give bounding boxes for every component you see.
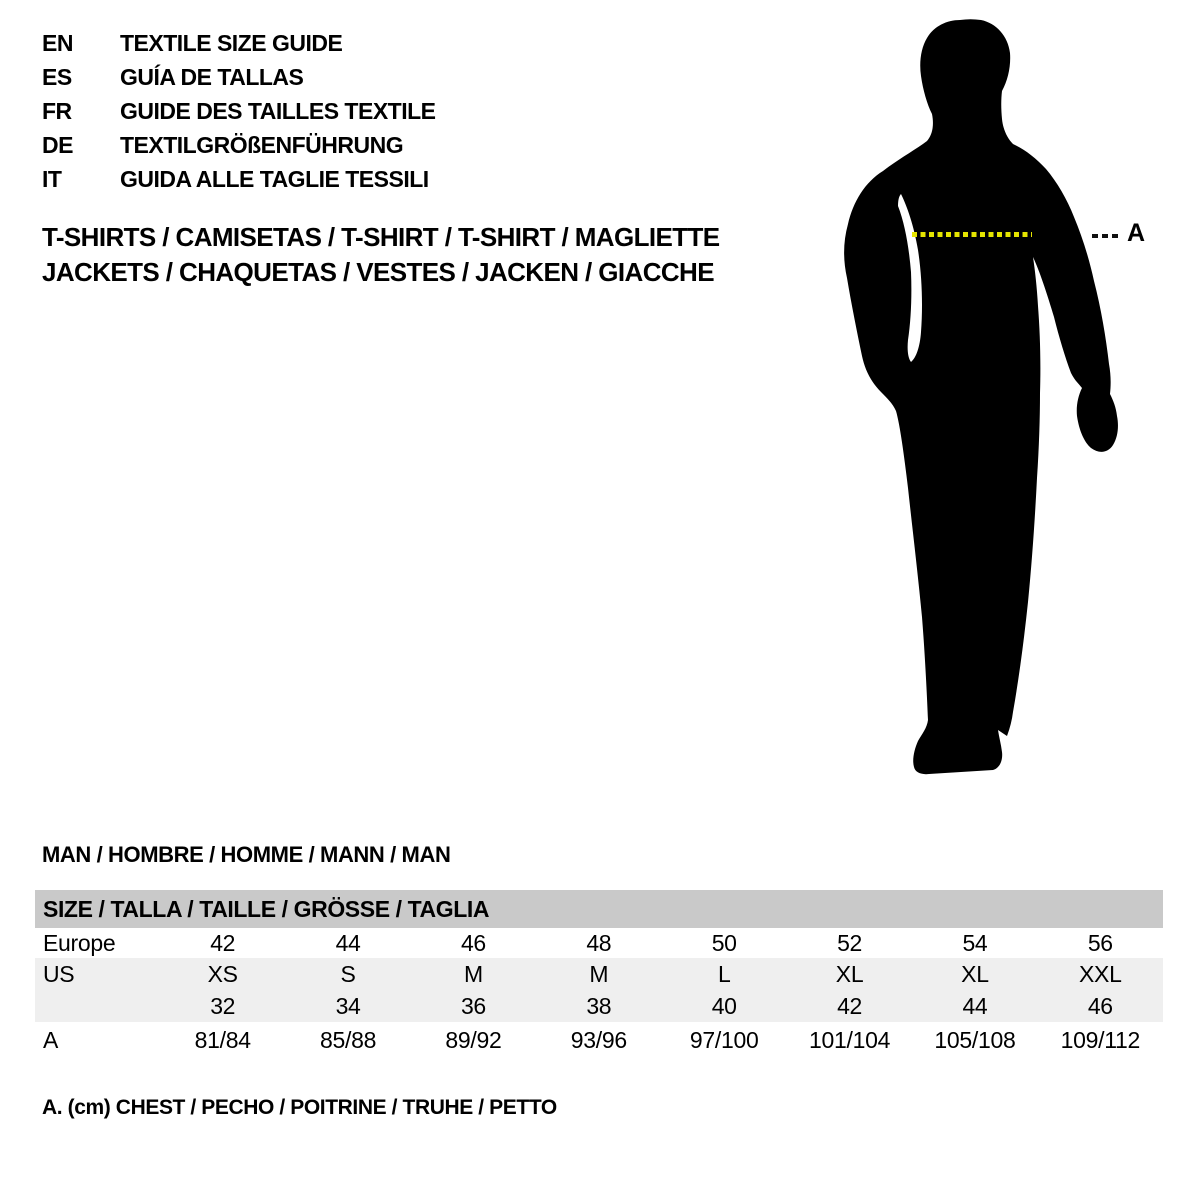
chest-measure-dotted-line bbox=[912, 232, 1032, 237]
size-cell: XXL bbox=[1079, 960, 1122, 987]
section-title-man: MAN / HOMBRE / HOMME / MANN / MAN bbox=[42, 842, 451, 867]
language-row-it bbox=[42, 162, 436, 196]
measurement-figure bbox=[835, 10, 1180, 795]
language-code: ES bbox=[42, 63, 72, 90]
size-cell: XL bbox=[835, 960, 864, 987]
size-cell: 101/104 bbox=[809, 1026, 891, 1053]
size-cell: M bbox=[589, 960, 609, 987]
size-cell: XS bbox=[207, 960, 238, 987]
size-cell: 32 bbox=[210, 992, 236, 1019]
man-silhouette bbox=[835, 10, 1135, 790]
category-line-tshirts: T-SHIRTS / CAMISETAS / T-SHIRT / T-SHIRT / MAGLIETTE bbox=[42, 222, 720, 252]
language-row-fr bbox=[42, 94, 436, 128]
measure-label-a: A bbox=[1127, 219, 1146, 247]
size-cell: 52 bbox=[837, 929, 863, 956]
size-table-header: SIZE / TALLA / TAILLE / GRÖSSE / TAGLIA bbox=[35, 890, 1163, 928]
size-cell: 46 bbox=[1087, 992, 1113, 1019]
measure-callout-dashes bbox=[1092, 234, 1120, 238]
row-label: US bbox=[43, 960, 75, 987]
language-row-de bbox=[42, 128, 436, 162]
language-title: GUIDE DES TAILLES TEXTILE bbox=[120, 97, 436, 124]
language-code: IT bbox=[42, 165, 62, 192]
size-cell: 109/112 bbox=[1060, 1026, 1140, 1053]
size-cell: 44 bbox=[335, 929, 361, 956]
garment-categories bbox=[42, 220, 720, 290]
size-cell: 93/96 bbox=[570, 1026, 627, 1053]
size-cell: 40 bbox=[711, 992, 737, 1019]
size-row-chest bbox=[35, 1022, 1163, 1058]
size-cell: XL bbox=[961, 960, 989, 987]
size-cell: 89/92 bbox=[445, 1026, 502, 1053]
row-label: Europe bbox=[43, 929, 116, 956]
size-cell: 97/100 bbox=[689, 1026, 759, 1053]
size-cell: 42 bbox=[837, 992, 863, 1019]
size-cell: M bbox=[464, 960, 483, 987]
language-code: DE bbox=[42, 131, 73, 158]
size-row-europe bbox=[35, 928, 1163, 958]
size-cell: 81/84 bbox=[194, 1026, 251, 1053]
size-cell: 38 bbox=[586, 992, 612, 1019]
size-row-us bbox=[35, 958, 1163, 990]
category-line-jackets: JACKETS / CHAQUETAS / VESTES / JACKEN / GIACCHE bbox=[42, 257, 714, 287]
row-label: A bbox=[43, 1026, 59, 1053]
size-cell: 54 bbox=[962, 929, 988, 956]
size-cell: 46 bbox=[460, 929, 486, 956]
size-cell: 42 bbox=[210, 929, 236, 956]
language-code: FR bbox=[42, 97, 72, 124]
size-cell: 36 bbox=[460, 992, 486, 1019]
size-cell: 105/108 bbox=[934, 1026, 1016, 1053]
size-cell: S bbox=[340, 960, 356, 987]
language-title: GUIDA ALLE TAGLIE TESSILI bbox=[120, 165, 429, 192]
size-cell: 85/88 bbox=[320, 1026, 377, 1053]
size-row-numeric bbox=[35, 990, 1163, 1022]
language-row-en bbox=[42, 26, 436, 60]
language-row-es bbox=[42, 60, 436, 94]
language-title: TEXTILGRÖßENFÜHRUNG bbox=[120, 131, 404, 158]
language-title: GUÍA DE TALLAS bbox=[120, 63, 304, 90]
size-cell: L bbox=[717, 960, 731, 987]
size-cell: 34 bbox=[335, 992, 361, 1019]
size-cell: 48 bbox=[586, 929, 612, 956]
measurement-legend: A. (cm) CHEST / PECHO / POITRINE / TRUHE / PETTO bbox=[42, 1096, 557, 1119]
size-cell: 56 bbox=[1087, 929, 1113, 956]
size-table bbox=[35, 890, 1163, 1058]
size-cell: 50 bbox=[711, 929, 737, 956]
language-code: EN bbox=[42, 29, 73, 56]
language-title: TEXTILE SIZE GUIDE bbox=[120, 29, 343, 56]
size-cell: 44 bbox=[962, 992, 988, 1019]
language-list bbox=[42, 26, 436, 196]
